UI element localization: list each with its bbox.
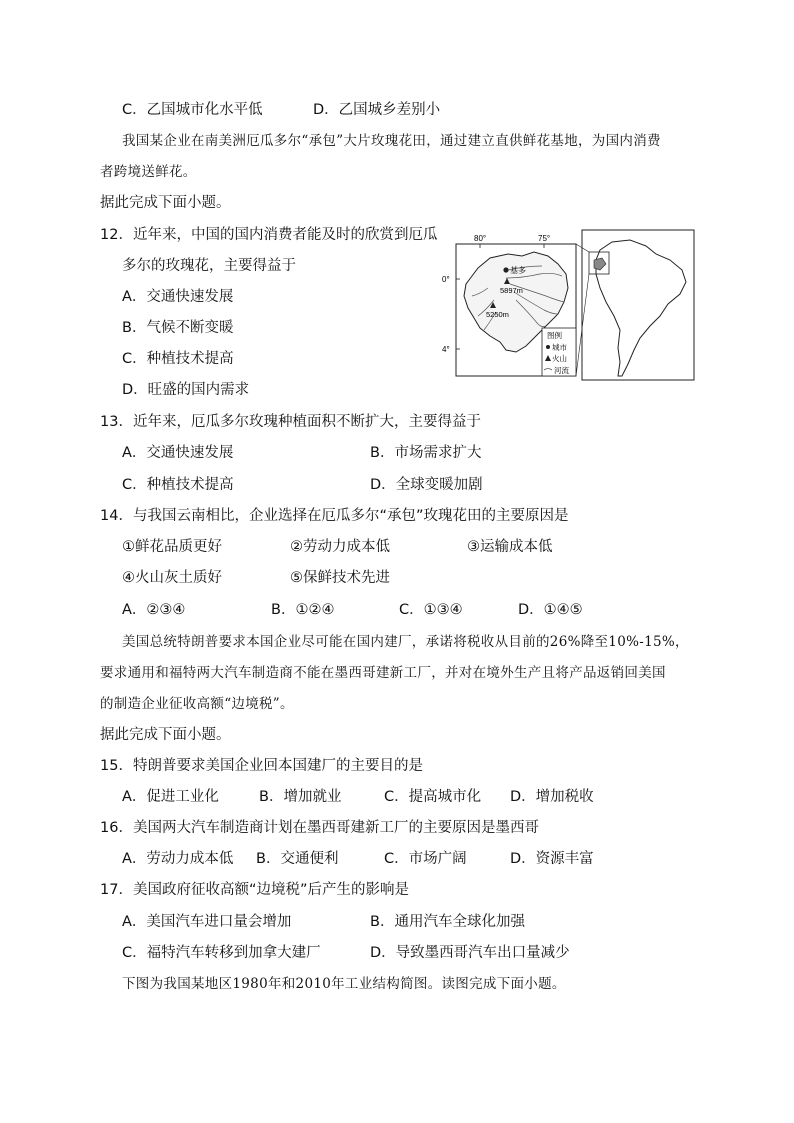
instruction1: 据此完成下面小题。 — [100, 195, 231, 211]
q13-option-c: C．种植技术提高 — [122, 477, 234, 493]
q17-option-b: B．通用汽车全球化加强 — [370, 914, 525, 930]
q15-option-c: C．提高城市化 — [384, 789, 482, 805]
q14-item-5: ⑤保鲜技术先进 — [290, 570, 390, 586]
q14-item-2: ②劳动力成本低 — [290, 539, 390, 555]
lon-label-80: 80° — [474, 234, 487, 243]
q13-option-b: B．市场需求扩大 — [370, 445, 482, 461]
legend-river-label: 河流 — [554, 366, 569, 375]
q16-option-c: C．市场广阔 — [384, 851, 467, 867]
q12-option-a: A．交通快速发展 — [122, 289, 234, 305]
q14-option-b: B．①②④ — [271, 602, 335, 618]
ecuador-map-figure — [442, 230, 695, 382]
passage3: 下图为我国某地区1980年和2010年工业结构简图。读图完成下面小题。 — [122, 976, 566, 992]
q16-option-a: A．劳动力成本低 — [122, 851, 234, 867]
q14-item-1: ①鲜花品质更好 — [122, 539, 222, 555]
q13-option-d: D．全球变暖加剧 — [370, 477, 483, 493]
q12-option-b: B．气候不断变暖 — [122, 320, 234, 336]
q17-option-d: D．导致墨西哥汽车出口量减少 — [370, 945, 570, 961]
q15-stem: 15．特朗普要求美国企业回本国建厂的主要目的是 — [100, 758, 423, 774]
q12-stem-line2: 多尔的玫瑰花，主要得益于 — [122, 258, 296, 274]
q12-stem-line1: 12．近年来，中国的国内消费者能及时的欣赏到厄瓜 — [100, 227, 438, 243]
quito-city-marker — [503, 267, 508, 272]
q12-option-d: D．旺盛的国内需求 — [122, 382, 250, 398]
legend-city-label: 城市 — [552, 343, 567, 352]
lon-label-75: 75° — [538, 234, 551, 243]
legend-city-icon — [546, 345, 550, 349]
q16-option-b: B．交通便利 — [256, 851, 339, 867]
city-label-quito: 基多 — [510, 266, 526, 275]
q14-stem: 14．与我国云南相比，企业选择在厄瓜多尔“承包”玫瑰花田的主要原因是 — [100, 508, 569, 524]
q14-item-3: ③运输成本低 — [467, 539, 553, 555]
q15-option-a: A．促进工业化 — [122, 789, 219, 805]
legend-volcano-label: 火山 — [552, 354, 567, 363]
peak-label-5897: 5897m — [500, 286, 523, 295]
q11-option-c: C．乙国城市化水平低 — [122, 102, 263, 118]
q13-stem: 13．近年来，厄瓜多尔玫瑰种植面积不断扩大，主要得益于 — [100, 414, 481, 430]
q15-option-b: B．增加就业 — [259, 789, 342, 805]
q15-option-d: D．增加税收 — [510, 789, 594, 805]
q16-stem: 16．美国两大汽车制造商计划在墨西哥建新工厂的主要原因是墨西哥 — [100, 820, 539, 836]
q12-option-c: C．种植技术提高 — [122, 351, 234, 367]
passage1-line1: 我国某企业在南美洲厄瓜多尔“承包”大片玫瑰花田，通过建立直供鲜花基地，为国内消费 — [122, 133, 661, 149]
q13-option-a: A．交通快速发展 — [122, 445, 234, 461]
q14-item-4: ④火山灰土质好 — [122, 570, 222, 586]
q17-option-c: C．福特汽车转移到加拿大建厂 — [122, 945, 321, 961]
passage1-line2: 者跨境送鲜花。 — [100, 164, 197, 180]
q16-option-d: D．资源丰富 — [510, 851, 594, 867]
q14-option-c: C．①③④ — [399, 602, 463, 618]
q17-stem: 17．美国政府征收高额“边境税”后产生的影响是 — [100, 882, 409, 898]
instruction2: 据此完成下面小题。 — [100, 727, 231, 743]
q14-option-a: A．②③④ — [122, 602, 186, 618]
lat-label-0: 0° — [442, 275, 450, 284]
passage2-line1: 美国总统特朗普要求本国企业尽可能在国内建厂，承诺将税收从目前的26%降至10%-15%， — [122, 634, 689, 650]
q17-option-a: A．美国汽车进口量会增加 — [122, 914, 292, 930]
passage2-line2: 要求通用和福特两大汽车制造商不能在墨西哥建新工厂，并对在境外生产且将产品返销回美国 — [100, 665, 666, 681]
q14-option-d: D．①④⑤ — [518, 602, 583, 618]
lat-label-4: 4° — [442, 345, 450, 354]
q11-option-d: D．乙国城乡差别小 — [313, 102, 441, 118]
passage2-line3: 的制造企业征收高额“边境税”。 — [100, 696, 294, 712]
legend-title: 图例 — [547, 331, 562, 340]
peak-label-5250: 5250m — [486, 310, 509, 319]
